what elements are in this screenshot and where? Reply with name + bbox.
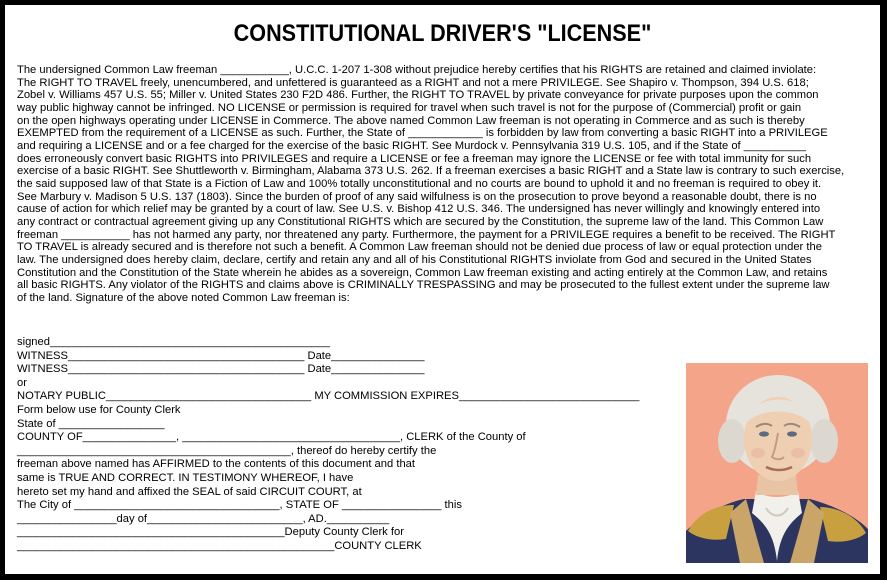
- signature-form: [17, 336, 639, 554]
- body-line: exercise of a basic RIGHT. See Shuttleworth v. Birmingham, Alabama 373 U.S. 262. If a freeman exercises a basic RIGHT and a State law is contrary to such exercise,: [17, 165, 845, 178]
- deputy-clerk-line: ___________________________________________Deputy County Clerk for: [17, 526, 404, 539]
- or-label: or: [17, 376, 27, 389]
- document-title: CONSTITUTIONAL DRIVER'S "LICENSE": [233, 20, 652, 47]
- body-line: See Marbury v. Madison 5 U.S. 137 (1803). Since the burden of proof of any said wilfulness is on the prosecution to prove beyond a reasonable doubt, there is no: [17, 190, 817, 203]
- clerk-text-line: same is TRUE AND CORRECT. IN TESTIMONY WHEREOF, I have: [17, 471, 354, 484]
- body-line: Constitution and the Constitution of the State wherein he abides as a sovereign, Common Law freeman existing and acting entirely at the Common Law, and retains: [17, 266, 828, 279]
- body-line: The RIGHT TO TRAVEL freely, unencumbered, and unfettered is guaranteed as a RIGHT and not a mere PRIVILEGE. See Shapiro v. Thompson, 394 U.S. 618;: [17, 76, 809, 89]
- washington-portrait: [686, 363, 868, 563]
- city-line: The City of _________________________________, STATE OF ________________ this: [17, 499, 462, 512]
- day-line: ________________day of_________________________, AD.__________: [17, 512, 390, 525]
- body-line: cause of action for which relief may be granted by a court of law. See U.S. v. Bishop 412 U.S. 346. The undersigned has never willingly and knowingly entered into: [17, 203, 821, 216]
- body-line: of the land. Signature of the above noted Common Law freeman is:: [17, 291, 350, 304]
- county-clerk-heading: Form below use for County Clerk: [17, 403, 181, 416]
- body-line: TO TRAVEL is already secured and is therefore not such a benefit. A Common Law freeman should not be denied due process of law or equal protection under the: [17, 241, 822, 254]
- body-line: freeman ___________ has not harmed any party, nor threatened any party. Furthermore, the payment for a PRIVILEGE requires a benefit to be received. The RIGHT: [17, 228, 836, 241]
- body-line: on the open highways operating under LICENSE in Commerce. The above named Common Law freeman is not operating in Commerce and as such is thereby: [17, 114, 805, 127]
- body-line: EXEMPTED from the requirement of a LICENSE as such. Further, the State of ____________ is forbidden by law from converting a basic RIGHT into a PRIVILEGE: [17, 127, 828, 140]
- body-line: The undersigned Common Law freeman ___________, U.C.C. 1-207 1-308 without prejudice hereby certifies that his RIGHTS are retained and claimed inviolate:: [17, 64, 817, 76]
- notary-line: NOTARY PUBLIC_________________________________ MY COMMISSION EXPIRES_____________________________: [17, 390, 640, 403]
- witness-line: WITNESS______________________________________ Date_______________: [17, 349, 425, 362]
- clerk-certify-line: ____________________________________________, thereof do hereby certify the: [17, 444, 437, 457]
- body-line: Zobel v. Williams 457 U.S. 55; Miller v. United States 230 F2D 486. Further, the RIGHT TO TRAVEL by private conveyance for private purposes upon the common: [17, 89, 819, 102]
- clerk-text-line: hereto set my hand and affixed the SEAL of said CIRCUIT COURT, at: [17, 485, 362, 498]
- county-clerk-line: ___________________________________________________COUNTY CLERK: [17, 539, 422, 552]
- certification-text: [17, 64, 869, 304]
- body-line: the said supposed law of that State is a Fiction of Law and 100% totally unconstitutional and no courts are bound to uphold it and no freeman is required to obey it.: [17, 177, 822, 190]
- body-line: way public highway cannot be infringed. NO LICENSE or permission is required for travel when such travel is not for the purpose of (Commercial) profit or gain: [17, 101, 802, 114]
- body-line: and requiring a LICENSE and or a fee charged for the exercise of the basic RIGHT. See Murdock v. Pennsylvania 319 U.S. 105, and if the State of __________: [17, 139, 806, 152]
- body-line: law. The undersigned does hereby claim, declare, certify and retain any and all of his Constitutional RIGHTS inviolate from God and secured in the United States: [17, 253, 812, 266]
- body-line: all basic RIGHTS. Any violator of the RIGHTS and claims above is CRIMINALLY TRESPASSING and may be prosecuted to the fullest extent under the supreme law: [17, 279, 830, 292]
- clerk-text-line: freeman above named has AFFIRMED to the contents of this document and that: [17, 458, 415, 471]
- signed-line: signed_____________________________________________: [17, 336, 330, 348]
- witness-line: WITNESS______________________________________ Date_______________: [17, 363, 425, 376]
- license-card: [4, 4, 881, 575]
- county-line: COUNTY OF_______________, ___________________________________, CLERK of the County of: [17, 431, 526, 444]
- body-line: does erroneously convert basic RIGHTS into PRIVILEGES and require a LICENSE or fee a freeman may ignore the LICENSE or fee with total immunity for such: [17, 152, 812, 165]
- portrait-illustration: [686, 363, 868, 563]
- state-line: State of _________________: [17, 417, 165, 430]
- body-line: any contract or contractual agreement giving up any Constitutional RIGHTS which are secured by the Constitution, the supreme law of the land. This Common Law: [17, 215, 824, 228]
